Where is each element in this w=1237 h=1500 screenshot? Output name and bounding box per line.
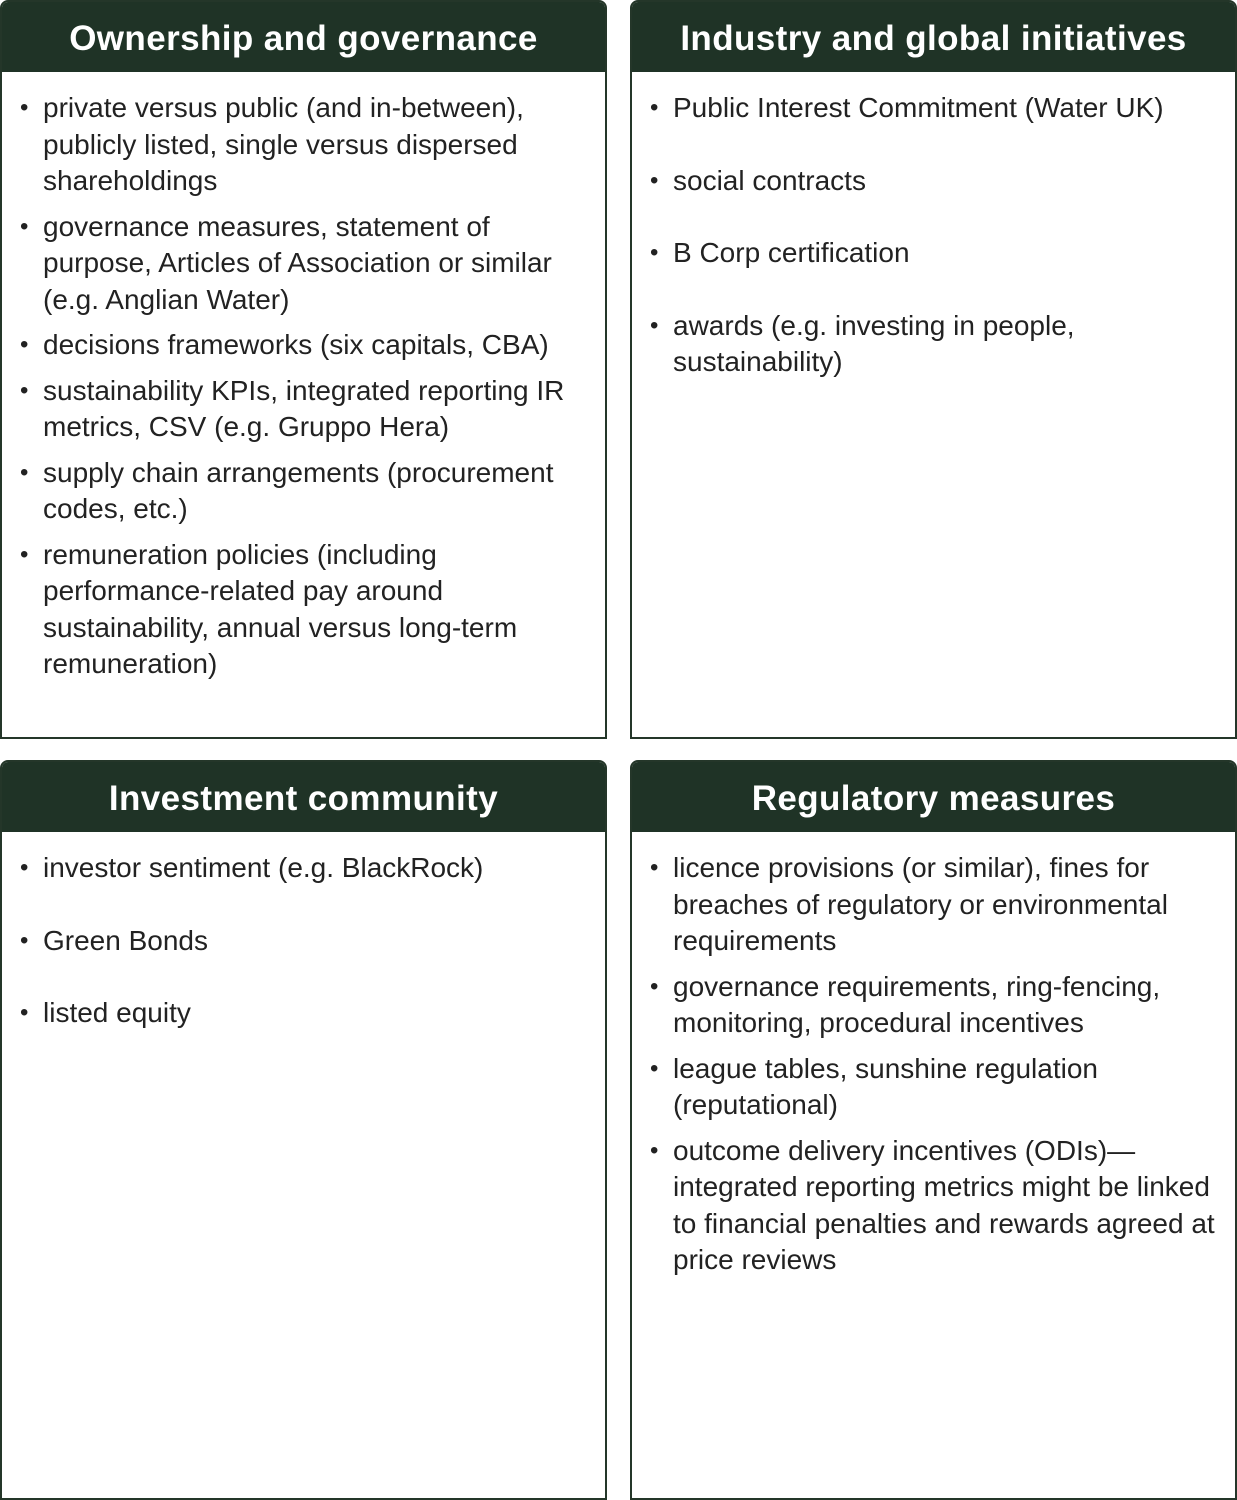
panel-ownership-governance [0,0,607,739]
list-item: • investor sentiment (e.g. BlackRock) [20,850,587,887]
panel-title: Industry and global initiatives [632,2,1235,72]
panel-body [632,832,1235,1279]
panel-body [2,72,605,683]
list-item: • social contracts [650,163,1217,200]
list-item: • B Corp certification [650,235,1217,272]
list-item: • awards (e.g. investing in people, sustainability) [650,308,1217,381]
bullet-list [650,90,1217,381]
panel-investment-community [0,760,607,1500]
list-item: • Green Bonds [20,923,587,960]
panel-title: Investment community [2,762,605,832]
list-item: • governance measures, statement of purpose, Articles of Association or similar (e.g. Anglian Water) [20,209,587,319]
panel-industry-global-initiatives [630,0,1237,739]
list-item: • sustainability KPIs, integrated reporting IR metrics, CSV (e.g. Gruppo Hera) [20,373,587,446]
bullet-list [20,850,587,1032]
list-item: • supply chain arrangements (procurement codes, etc.) [20,455,587,528]
panel-regulatory-measures [630,760,1237,1500]
list-item: • licence provisions (or similar), fines for breaches of regulatory or environmental requirements [650,850,1217,960]
bullet-list [650,850,1217,1279]
list-item: • governance requirements, ring-fencing, monitoring, procedural incentives [650,969,1217,1042]
panel-title: Ownership and governance [2,2,605,72]
panel-body [632,72,1235,381]
list-item: • private versus public (and in-between), publicly listed, single versus dispersed shareholdings [20,90,587,200]
list-item: • listed equity [20,995,587,1032]
list-item: • remuneration policies (including performance-related pay around sustainability, annual versus long-term remuneration) [20,537,587,683]
panel-title: Regulatory measures [632,762,1235,832]
list-item: • league tables, sunshine regulation (reputational) [650,1051,1217,1124]
list-item: • decisions frameworks (six capitals, CBA) [20,327,587,364]
list-item: • Public Interest Commitment (Water UK) [650,90,1217,127]
list-item: • outcome delivery incentives (ODIs)—integrated reporting metrics might be linked to financial penalties and rewards agreed at price reviews [650,1133,1217,1279]
panel-body [2,832,605,1032]
bullet-list [20,90,587,683]
